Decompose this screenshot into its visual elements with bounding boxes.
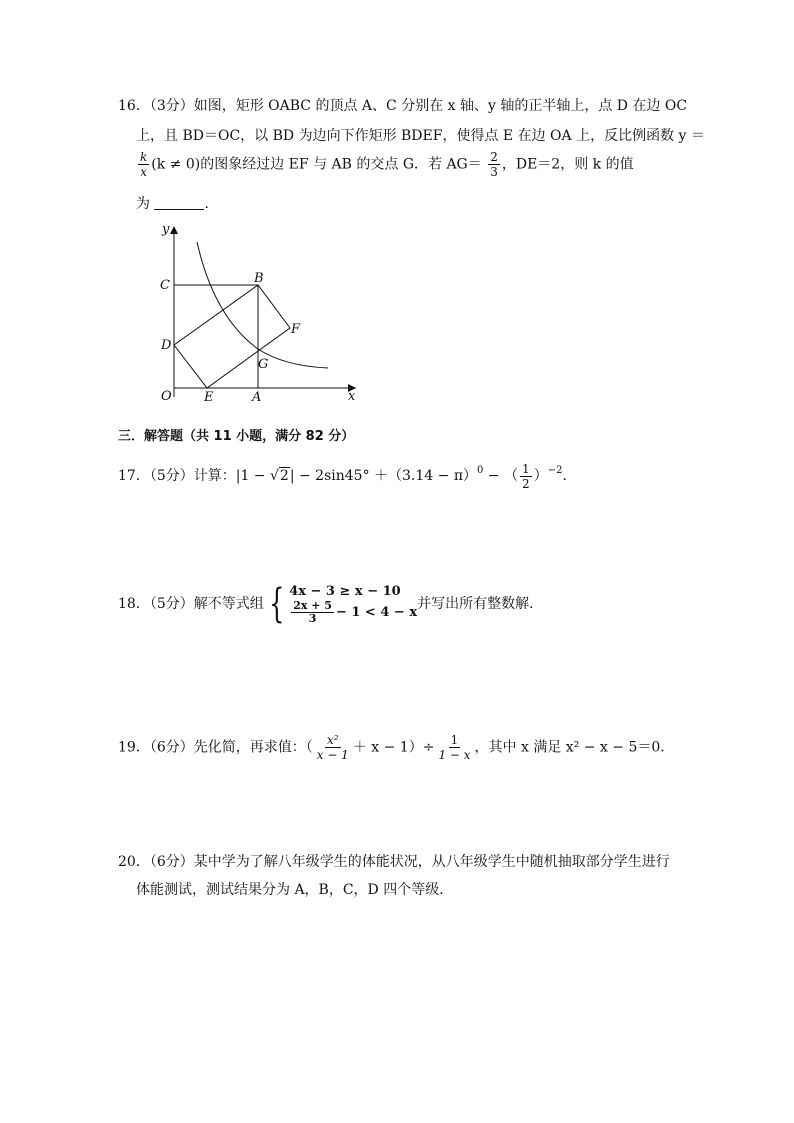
q16-line3-text: 的图象经过边 EF 与 AB 的交点 G．若 AG＝ [200,156,482,173]
q17: 17．（5分）计算：$|1 - √2| - 2\sin 45^\circ +(3.14 - \pi)^0$ − （ $\frac{1}{2}$ ）$^{-2}$． [118,461,577,491]
k-over-x-fraction: $\frac{k}{x}$ [140,150,148,179]
label-f: F [291,322,301,337]
x2-over-x-minus-1: $\frac{\text{x²}}{x - 1}$ [316,733,349,762]
section-heading: 三．解答题（共 11 小题，满分 82 分） [118,429,355,444]
label-d: D [161,338,172,353]
label-a: A [252,390,262,405]
k-condition: (k ≠ 0) [151,156,201,173]
sqrt-2: 2 [279,468,289,484]
label-x: x [348,389,356,404]
rectangle-bdef [174,285,290,388]
label-y: y [162,222,170,237]
q18: 18．（5分）解不等式组 { 4x − 3 ≥ x − 10 $\frac{2x + 5}{3}$ − 1 < 4 − x 并写出所有整数解． [118,581,544,627]
inequality-2: $\frac{2x + 5}{3}$ − 1 < 4 − x [293,599,418,625]
q16-line2: 上，且 BD＝OC，以 BD 为边向下作矩形 BDEF，使得点 E 在边 OA 上，反比例函数 y ＝ [136,128,705,144]
q20-line1: 20．（6分）某中学为了解八年级学生的体能状况，从八年级学生中随机抽取部分学生进行 [118,854,670,870]
label-e: E [204,390,214,405]
half-fraction: $\frac{1}{2}$ [522,461,530,491]
q16-line4: 为 ． [136,196,219,212]
inequality-1: 4x − 3 ≥ x − 10 [289,584,401,599]
system-brace: { [268,581,285,627]
q16-figure [134,222,364,407]
label-g: G [258,357,269,372]
q16-line3-tail: ，DE＝2，则 k 的值 [501,156,634,173]
one-over-1-minus-x: $\frac{1}{1 - x}$ [438,733,471,762]
label-o: O [161,389,172,404]
label-b: B [254,271,264,286]
q16-line1: 16．（3分）如图，矩形 OABC 的顶点 A、C 分别在 x 轴、y 轴的正半轴上，点 D 在边 OC [118,98,688,114]
hyperbola-curve [197,242,328,368]
y-axis-arrow [170,226,178,234]
q19: 19．（6分）先化简，再求值：（ $\frac{\text{x²}}{x - 1}$ ＋ x − 1）÷ $\frac{1}{1 - x}$ ，其中 x 满足 x² − x − 5＝0． [118,733,675,762]
inequality-system [289,583,417,625]
ag-fraction: $\frac{2}{3}$ [490,150,498,179]
q20-line2: 体能测试，测试结果分为 A，B，C，D 四个等级． [136,882,454,898]
answer-blank[interactable] [154,195,204,210]
label-c: C [160,278,170,293]
q16-line3 [136,150,634,179]
